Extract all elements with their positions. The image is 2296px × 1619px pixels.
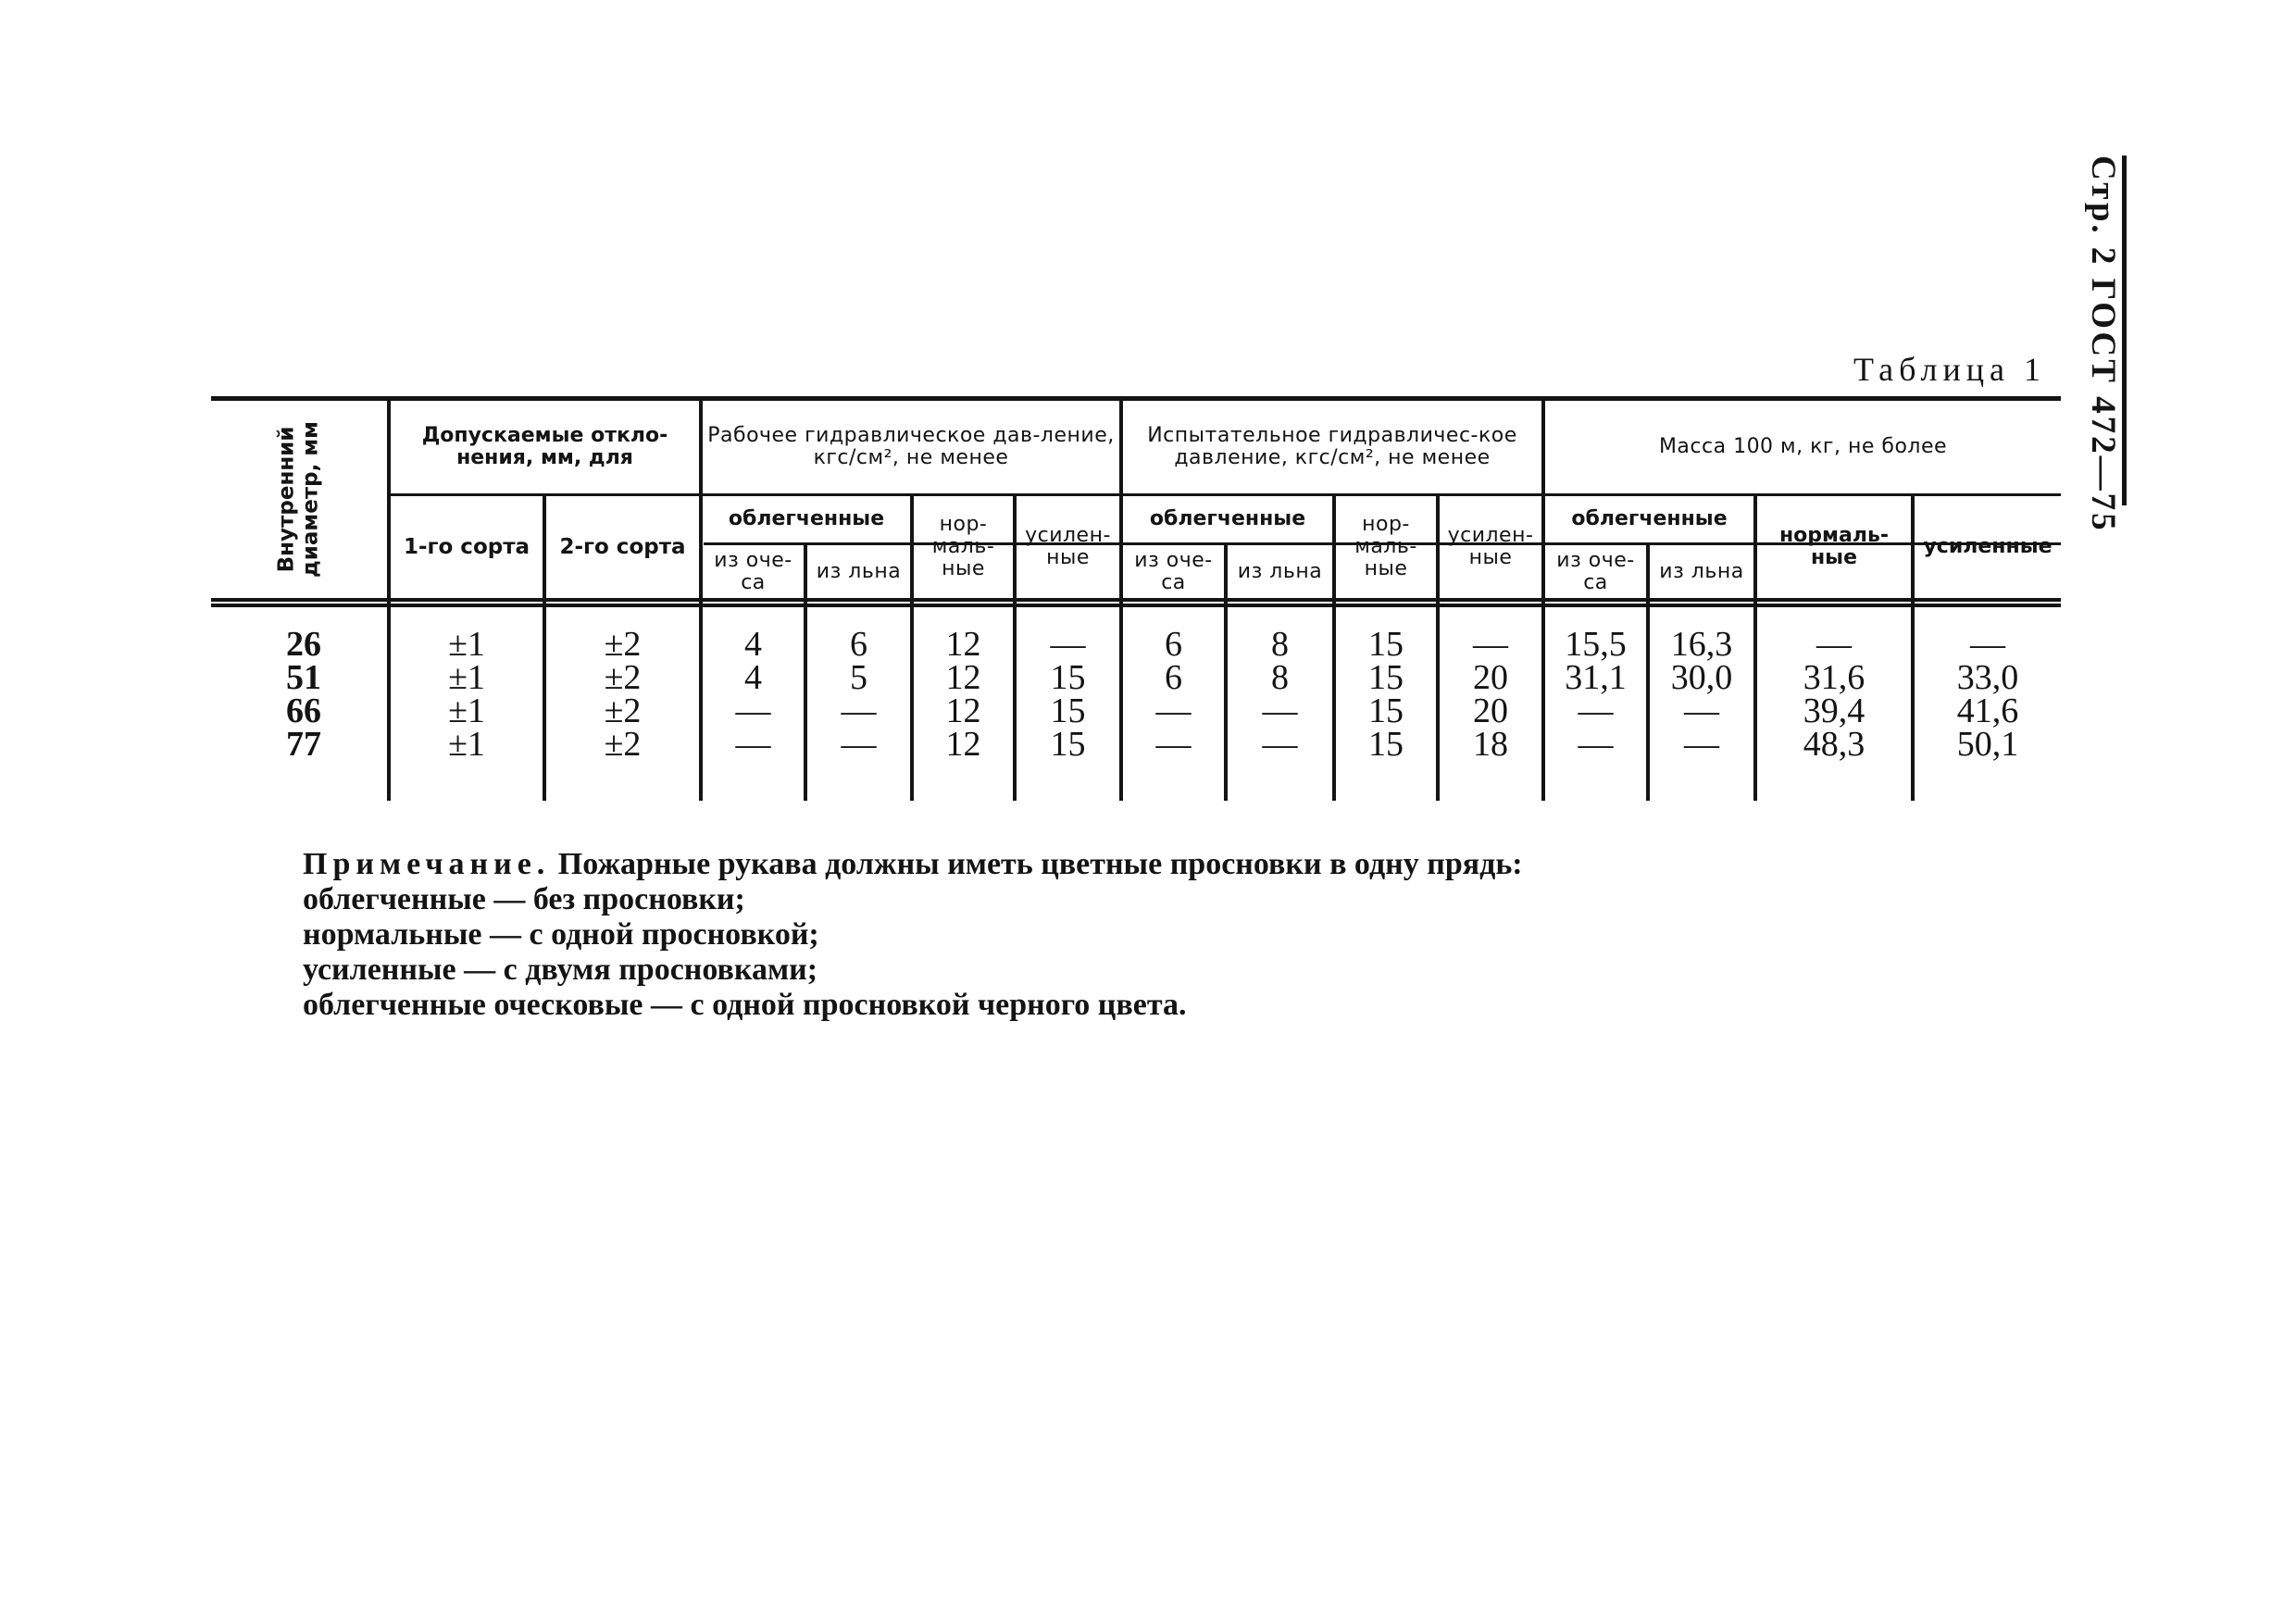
table-cell: —	[1473, 625, 1508, 664]
table-cell: —	[1816, 625, 1852, 664]
table-cell: ±2	[604, 625, 642, 664]
col-mass-normal	[1757, 625, 1911, 764]
table-cell: —	[1578, 691, 1614, 730]
table-cell: 12	[945, 725, 981, 764]
note-intro-line	[303, 847, 1523, 882]
table-cell: 39,4	[1803, 691, 1866, 730]
table-cell: 15	[1368, 725, 1404, 764]
table-cell: 4	[744, 658, 762, 697]
header-tolerance: Допускаемые откло-нения, мм, для	[421, 424, 668, 469]
header-tp-lightened: облегченные	[1149, 507, 1306, 531]
col-wp-flax	[807, 625, 910, 764]
table-cell: 15	[1368, 625, 1404, 664]
note-intro: Пожарные рукава должны иметь цветные просновки в одну прядь:	[550, 847, 1523, 881]
table-cell: 15,5	[1565, 625, 1627, 664]
col-mass-reinforced	[1915, 625, 2061, 764]
header-bottom-rule-a	[211, 598, 2061, 602]
note-line: усиленные — с двумя просновками;	[303, 953, 818, 987]
table-cell: 15	[1050, 725, 1086, 764]
table-cell: —	[841, 691, 877, 730]
table-cell: ±2	[604, 691, 642, 730]
col-mass-flax	[1650, 625, 1753, 764]
col-tp-normal	[1336, 625, 1436, 764]
table-cell: —	[1578, 725, 1614, 764]
table-cell: 8	[1271, 625, 1289, 664]
table-cell: 8	[1271, 658, 1289, 697]
header-tp-reinforced: усилен-ные	[1447, 524, 1534, 569]
table-caption: Таблица 1	[1853, 351, 2046, 388]
table-note	[303, 847, 1523, 1023]
header-working-pressure: Рабочее гидравлическое дав-ление, кгс/см², не менее	[707, 424, 1115, 469]
table-cell: 15	[1368, 658, 1404, 697]
header-tp-flax: из льна	[1237, 559, 1323, 583]
table-cell: ±2	[604, 658, 642, 697]
table-cell: 6	[1165, 658, 1182, 697]
col-wp-tow	[703, 625, 804, 764]
note-line: облегченные оческовые — с одной просновкой черного цвета.	[303, 988, 1187, 1022]
table-cell: 6	[1165, 625, 1182, 664]
header-wp-reinforced: усилен-ные	[1025, 524, 1111, 569]
header-mass-normal: нормаль-ные	[1778, 524, 1890, 569]
table-cell: —	[735, 691, 771, 730]
table-cell: —	[1262, 691, 1298, 730]
table-cell: ±2	[604, 725, 642, 764]
page-number: Стр. 2 ГОСТ 472—75	[2084, 156, 2122, 533]
note-line: облегченные — без просновки;	[303, 882, 745, 916]
table-cell: 41,6	[1956, 691, 2019, 730]
table-cell: ±1	[448, 625, 485, 664]
header-wp-flax: из льна	[816, 559, 902, 583]
table-cell: 51	[286, 658, 321, 697]
col-tol1	[391, 625, 543, 764]
note-label: Примечание.	[303, 847, 551, 881]
header-mass: Масса 100 м, кг, не более	[1658, 435, 1948, 459]
table-cell: 48,3	[1803, 725, 1866, 764]
data-table	[211, 396, 2063, 803]
table-cell: 5	[850, 658, 867, 697]
header-wp-normal: нор-маль-ные	[931, 513, 995, 580]
table-cell: 66	[286, 691, 321, 730]
table-cell: 15	[1050, 658, 1086, 697]
table-cell: 6	[850, 625, 867, 664]
table-cell: 16,3	[1670, 625, 1733, 664]
table-cell: 77	[286, 725, 321, 764]
header-wp-lightened: облегченные	[728, 507, 885, 531]
header-tp-normal: нор-маль-ные	[1354, 513, 1417, 580]
header-test-pressure: Испытательное гидравличес-кое давление, кгс/см², не менее	[1147, 424, 1517, 469]
col-mass-tow	[1545, 625, 1646, 764]
table-cell: —	[1155, 691, 1192, 730]
table-cell: 12	[945, 691, 981, 730]
table-cell: —	[735, 725, 771, 764]
col-diameter	[248, 625, 359, 764]
table-cell: 30,0	[1670, 658, 1733, 697]
table-cell: —	[1970, 625, 2005, 664]
table-cell: 15	[1050, 691, 1086, 730]
col-wp-reinforced	[1017, 625, 1119, 764]
table-cell: —	[1050, 625, 1086, 664]
table-cell: 31,6	[1803, 658, 1866, 697]
table-cell: 31,1	[1565, 658, 1627, 697]
table-cell: ±1	[448, 691, 485, 730]
header-tolerance-grade1: 1-го сорта	[403, 534, 530, 559]
table-cell: —	[841, 725, 877, 764]
header-inner-diameter: Внутренний диаметр, мм	[274, 421, 323, 578]
header-bottom-rule-b	[211, 604, 2061, 607]
table-cell: 4	[744, 625, 762, 664]
table-cell: —	[1684, 725, 1719, 764]
col-tp-flax	[1228, 625, 1332, 764]
table-cell: 20	[1473, 691, 1508, 730]
header-tp-tow: из оче-са	[1134, 548, 1213, 594]
col-tp-reinforced	[1440, 625, 1541, 764]
table-cell: —	[1155, 725, 1192, 764]
table-cell: 18	[1473, 725, 1508, 764]
table-cell: —	[1262, 725, 1298, 764]
col-tp-tow	[1123, 625, 1224, 764]
table-cell: 26	[286, 625, 321, 664]
table-cell: ±1	[448, 725, 485, 764]
col-tol2	[546, 625, 699, 764]
header-mass-flax: из льна	[1659, 559, 1744, 583]
table-cell: 12	[945, 625, 981, 664]
table-cell: ±1	[448, 658, 485, 697]
table-cell: 33,0	[1956, 658, 2019, 697]
note-line: нормальные — с одной просновкой;	[303, 917, 819, 952]
table-cell: 12	[945, 658, 981, 697]
header-tolerance-grade2: 2-го сорта	[559, 534, 686, 559]
header-mass-lightened: облегченные	[1571, 507, 1728, 531]
header-mass-tow: из оче-са	[1556, 548, 1635, 594]
table-cell: —	[1684, 691, 1719, 730]
header-wp-tow: из оче-са	[714, 548, 792, 594]
header-mass-reinforced: усиленные	[1923, 535, 2053, 559]
table-cell: 50,1	[1956, 725, 2019, 764]
col-wp-normal	[914, 625, 1013, 764]
table-cell: 20	[1473, 658, 1508, 697]
table-cell: 15	[1368, 691, 1404, 730]
